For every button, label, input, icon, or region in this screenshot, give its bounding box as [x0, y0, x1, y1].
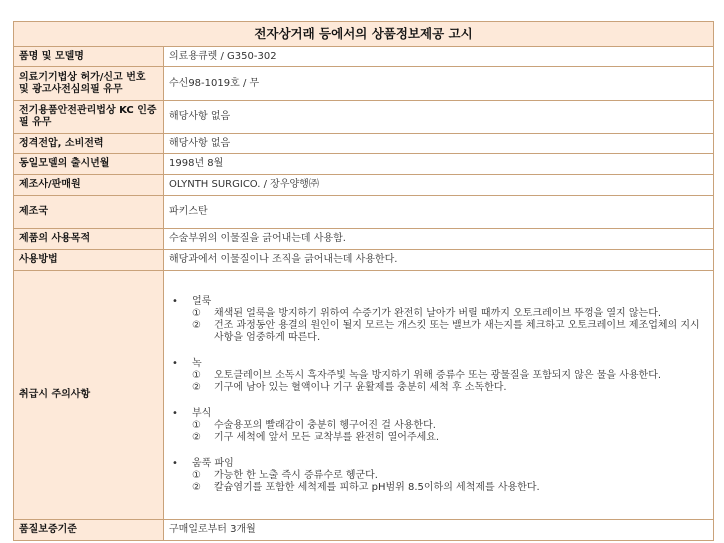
table-row [14, 47, 714, 67]
item-text: 수술용포의 빨래감이 충분히 헹구어진 걸 사용한다. [214, 420, 436, 431]
table-row [14, 520, 714, 541]
row-label: 사용방법 [14, 250, 164, 271]
number-marker: ② [192, 432, 201, 443]
item-text: 기구에 남아 있는 혈액이나 기구 윤활제를 충분히 세척 후 소독한다. [214, 382, 507, 393]
table-title: 전자상거래 등에서의 상품정보제공 고시 [14, 22, 714, 47]
care-section-rust [170, 358, 707, 394]
item-text: 채색된 얼룩을 방지하기 위하여 수증기가 완전히 날아가 버릴 때까지 오토크레이브 뚜껑을 열지 않는다. [214, 308, 662, 319]
table-row [14, 250, 714, 271]
bullet-icon: • [172, 358, 178, 369]
list-item [192, 308, 707, 320]
care-heading: 녹 [192, 358, 202, 369]
list-item [192, 382, 707, 394]
table-row [14, 229, 714, 250]
care-row [14, 271, 714, 520]
number-marker: ① [192, 420, 201, 431]
bullet-icon: • [172, 458, 178, 469]
number-marker: ② [192, 482, 201, 493]
row-label: 동일모델의 출시년월 [14, 154, 164, 175]
number-marker: ① [192, 470, 201, 481]
table-row [14, 175, 714, 196]
list-item [192, 320, 707, 344]
care-heading: 얼룩 [192, 296, 212, 307]
care-heading: 움푹 파임 [192, 458, 234, 469]
row-value: 해당사항 없음 [164, 101, 714, 134]
product-info-notice [13, 21, 713, 541]
table-row [14, 196, 714, 229]
row-label: 의료기기법상 허가/신고 번호 및 광고사전심의필 유무 [14, 67, 164, 101]
row-label: 제품의 사용목적 [14, 229, 164, 250]
item-text: 건조 과정동안 용결의 원인이 될지 모르는 개스킷 또는 밸브가 새는지를 체크하고 오토크레이브 제조업체의 지시사항을 엄중하게 따른다. [214, 320, 700, 343]
row-value: 파키스탄 [164, 196, 714, 229]
row-value: 수술부위의 이물질을 긁어내는데 사용함. [164, 229, 714, 250]
row-label: 전기용품안전관리법상 KC 인증 필 유무 [14, 101, 164, 134]
list-item [192, 432, 707, 444]
item-text: 오토클레이브 소독시 흑자주빛 녹을 방지하기 위해 증류수 또는 광물질을 포함되지 않은 물을 사용한다. [214, 370, 662, 381]
care-heading: 부식 [192, 408, 212, 419]
bullet-icon: • [172, 296, 178, 307]
warranty-value: 구매일로부터 3개월 [164, 520, 714, 541]
list-item [192, 420, 707, 432]
row-value: 해당사항 없음 [164, 134, 714, 154]
item-text: 칼슘염기를 포함한 세척제를 피하고 pH범위 8.5이하의 세척제를 사용한다. [214, 482, 540, 493]
list-item [192, 370, 707, 382]
number-marker: ② [192, 320, 201, 331]
table-row [14, 134, 714, 154]
care-section-corrosion [170, 408, 707, 444]
table-title-row [14, 22, 714, 47]
row-value: 의료용큐렛 / G350-302 [164, 47, 714, 67]
product-info-table [13, 21, 714, 541]
row-label: 품명 및 모델명 [14, 47, 164, 67]
row-value: OLYNTH SURGICO. / 장우양행㈜ [164, 175, 714, 196]
bullet-icon: • [172, 408, 178, 419]
item-text: 가능한 한 노출 즉시 증류수로 헹군다. [214, 470, 378, 481]
care-section-stain [170, 296, 707, 344]
row-value: 수신98-1019호 / 무 [164, 67, 714, 101]
list-item [192, 482, 707, 494]
table-row [14, 101, 714, 134]
row-value: 해당과에서 이물질이나 조직을 긁어내는데 사용한다. [164, 250, 714, 271]
row-label: 정격전압, 소비전력 [14, 134, 164, 154]
table-row [14, 154, 714, 175]
care-section-pitting [170, 458, 707, 494]
care-label: 취급시 주의사항 [14, 271, 164, 520]
list-item [192, 470, 707, 482]
row-value: 1998년 8월 [164, 154, 714, 175]
row-label: 제조사/판매원 [14, 175, 164, 196]
table-row [14, 67, 714, 101]
warranty-label: 품질보증기준 [14, 520, 164, 541]
item-text: 기구 세척에 앞서 모든 교착부를 완전히 열어주세요. [214, 432, 440, 443]
row-label: 제조국 [14, 196, 164, 229]
number-marker: ② [192, 382, 201, 393]
care-instructions [164, 271, 714, 520]
number-marker: ① [192, 370, 201, 381]
number-marker: ① [192, 308, 201, 319]
